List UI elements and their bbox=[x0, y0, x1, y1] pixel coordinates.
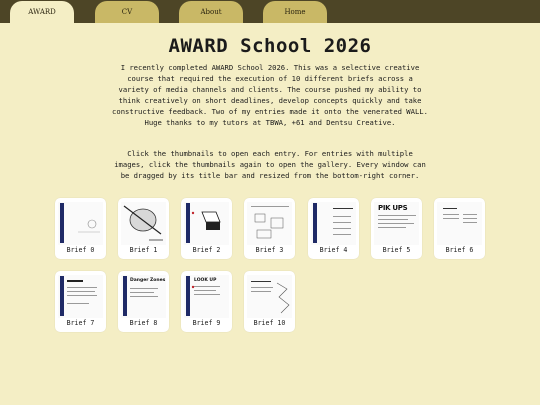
tab-about[interactable]: About bbox=[179, 1, 243, 23]
brief-card-2[interactable] bbox=[181, 198, 232, 259]
brief-thumbnail bbox=[247, 275, 292, 318]
brief-label: Brief 4 bbox=[319, 246, 348, 254]
brief-card-7[interactable] bbox=[55, 271, 106, 332]
page-title: AWARD School 2026 bbox=[168, 35, 372, 57]
brief-thumbnail: LOOK UP bbox=[184, 275, 229, 318]
brief-label: Brief 9 bbox=[192, 319, 221, 327]
brief-thumbnail bbox=[58, 275, 103, 318]
brief-label: Brief 6 bbox=[445, 246, 474, 254]
brief-card-5[interactable] bbox=[371, 198, 422, 259]
brief-label: Brief 10 bbox=[253, 319, 286, 327]
brief-label: Brief 1 bbox=[129, 246, 158, 254]
tab-award[interactable]: AWARD bbox=[10, 1, 74, 25]
brief-card-9[interactable] bbox=[181, 271, 232, 332]
brief-thumbnail bbox=[437, 202, 482, 245]
brief-card-1[interactable] bbox=[118, 198, 169, 259]
intro-paragraph: I recently completed AWARD School 2026. This was a selective creative course that required the execution of 10 different briefs across a variety of media channels and clients. The course pushed my ability to think creatively on short deadlines, develop concepts quickly and take constructive feedback. Two of my entries made it onto the venerated WALL. Huge thanks to my tutors at TBWA, +61 and Dentsu Creative. bbox=[112, 63, 428, 127]
brief-thumbnail bbox=[184, 202, 229, 245]
brief-label: Brief 7 bbox=[66, 319, 95, 327]
instructions-paragraph: Click the thumbnails to open each entry. For entries with multiple images, click the thumbnails again to open the gallery. Every window can be dragged by its title bar and resized from the bottom-right corner. bbox=[114, 149, 426, 180]
brief-label: Brief 0 bbox=[66, 246, 95, 254]
brief-label: Brief 2 bbox=[192, 246, 221, 254]
brief-label: Brief 3 bbox=[255, 246, 284, 254]
brief-thumbnail bbox=[58, 202, 103, 245]
brief-thumbnail: PIK UPS bbox=[374, 202, 419, 245]
brief-card-3[interactable] bbox=[244, 198, 295, 259]
brief-thumbnail: Danger Zones bbox=[121, 275, 166, 318]
brief-thumbnail bbox=[311, 202, 356, 245]
brief-card-0[interactable] bbox=[55, 198, 106, 259]
tab-cv[interactable]: CV bbox=[95, 1, 159, 23]
brief-label: Brief 8 bbox=[129, 319, 158, 327]
brief-card-6[interactable] bbox=[434, 198, 485, 259]
tab-home[interactable]: Home bbox=[263, 1, 327, 23]
brief-label: Brief 5 bbox=[382, 246, 411, 254]
brief-card-4[interactable] bbox=[308, 198, 359, 259]
brief-thumbnail bbox=[121, 202, 166, 245]
brief-card-8[interactable] bbox=[118, 271, 169, 332]
brief-thumbnail bbox=[247, 202, 292, 245]
brief-card-10[interactable] bbox=[244, 271, 295, 332]
